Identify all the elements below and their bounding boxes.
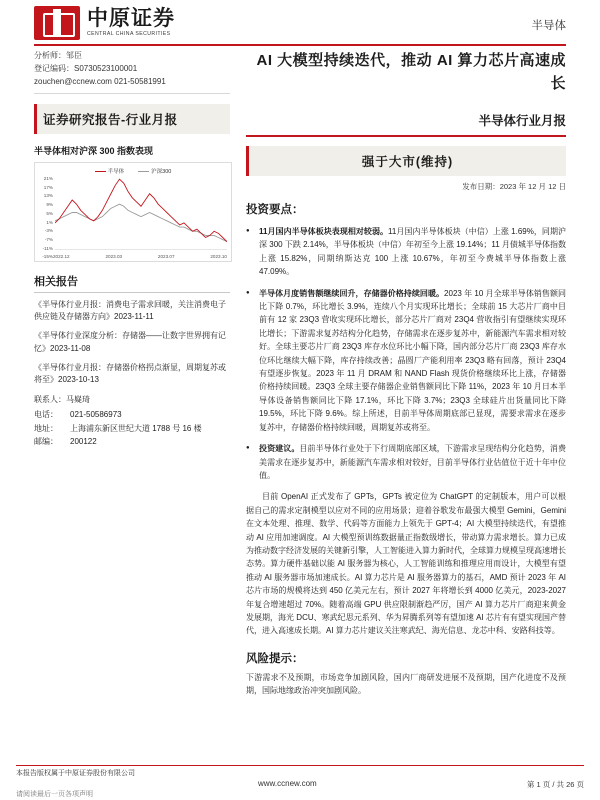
analyst-cert: 登记编码：S0730523100001 <box>34 64 138 73</box>
report-type-band <box>34 104 230 134</box>
bullet-text: 11月国内半导体板块（中信）上涨 1.69%，同期沪深 300 下跌 2.14%，半导体板块（中信）年初至今上涨 19.14%；11 月债城半导体指数上涨 15.82%，同期纳斯达克 100 上涨 10.67%，年初至今费城半导体指数上涨 47.09%。 <box>259 227 566 277</box>
analyst-name: 分析师：邹臣 <box>34 51 82 60</box>
logo-text <box>87 8 175 38</box>
right-column <box>246 49 566 698</box>
analyst-meta <box>34 49 230 94</box>
investment-points-title: 投资要点： <box>246 204 304 216</box>
related-reports-title: 相关报告 <box>34 273 230 293</box>
legend-item-csi300: 沪深300 <box>138 167 171 175</box>
contact-phone-row <box>34 408 230 422</box>
chart-svg <box>55 175 227 250</box>
list-item[interactable]: 《半导体行业月报：存储器价格拐点渐显，周期复苏或将至》2023-10-13 <box>34 362 226 385</box>
company-logo <box>34 6 175 40</box>
sector-tag: 半导体 <box>531 20 566 32</box>
contact-phone-label: 电话： <box>34 410 58 420</box>
rating-badge <box>246 146 566 176</box>
body-paragraph: 目前 OpenAI 正式发布了 GPTs，GPTs 被定位为 ChatGPT 的定制版本，用户可以根据自己的需求定制模型以应对不同的应用场景；迎着谷歌发布最强大模型 Gemini，Gemini 在文本处理、推理、数学、代码等方面能力上领先于 GPT-4；AI 大模型持续迭代，有望推动 AI 应用加速调度。AI 大模型预训练数据量正指数级增长，带动算力需求增长。算力已成为推动数字经济发展的关键新引擎，人工智能进入算力新时代，全球算力规模呈现高速增长态势。算力硬件基础以能 AI 服务器为核心，人工智能训练和推理应用而设计，大模型有望推动 AI 服务器市场加速成长。AI 算力芯片是 AI 服务器算力的基石，AMD 预计 2023 年 AI 芯片市场的规模将达到 450 亿美元左右，预计 2027 年将增长到 4000 亿美元，2023-2027 年复合增速超过 70%。随着高端 GPU 供应限制渐趋严厉，国产 AI 算力芯片厂商迎来黄金发展期，海光 DCU、寒武纪思元系列、华为昇腾系列等有望加速 AI 芯片有有望实现国产替代，进入高速成长期。AI 算力芯片建议关注寒武纪、海光信息、龙芯中科、安路科技等。 <box>246 492 566 636</box>
chart-title: 半导体相对沪深 300 指数表现 <box>34 146 154 156</box>
contact-zip-value: 200122 <box>70 437 97 447</box>
bullet-lead: 11月国内半导体板块表现相对较弱。 <box>259 227 389 236</box>
contact-zip-label: 邮编： <box>34 437 58 447</box>
bullet-text: 目前半导体行业处于下行周期底部区域，下游需求呈现结构分化趋势，消费美需求在逐步复苏中，新能源汽车需求相对较好，目前半导体行业估值位于近十年中位值。 <box>259 444 566 480</box>
contact-person: 联系人：马嶷琦 <box>34 395 90 405</box>
list-item <box>246 287 566 434</box>
contact-address-value: 上海浦东新区世纪大道 1788 号 16 楼 <box>70 423 202 433</box>
header-divider <box>34 44 566 46</box>
logo-mark-icon <box>34 6 80 40</box>
chart-plot-area <box>55 175 227 250</box>
contact-phone-value: 021-50586973 <box>70 410 122 420</box>
chart-x-axis: 2022.12 2023.03 2023.07 2023.10 <box>53 254 227 259</box>
bullet-lead: 半导体月度销售额继续回升，存储器价格持续回暖。 <box>259 288 445 298</box>
contact-block <box>34 394 230 449</box>
footer-page-number: 第 1 页 / 共 26 页 <box>526 780 584 789</box>
risk-title: 风险提示： <box>246 652 304 665</box>
contact-address-label: 地址： <box>34 423 58 433</box>
contact-zip-row <box>34 435 230 449</box>
footer-website[interactable]: www.ccnew.com <box>258 779 317 788</box>
related-reports-list <box>34 299 230 386</box>
list-item <box>246 442 566 482</box>
logo-name-cn: 中原证券 <box>87 7 175 30</box>
masthead <box>0 0 600 46</box>
risk-body: 下游需求不及预期，市场竞争加剧风险，国内厂商研发进展不及预期，国产化进度不及预期，国际地缘政治冲突加剧风险。 <box>246 672 566 696</box>
footer-disclaimer: 本报告版权属于中原证券股份有限公司 <box>16 770 135 777</box>
chart-y-axis: 21% 17% 13% 9% 5% 1% -3% -7% -11% -15% <box>42 176 53 260</box>
status-badge: 强于大市(维持) <box>361 155 454 169</box>
list-item <box>246 225 566 279</box>
list-item[interactable]: 《半导体行业深度分析：存储器——让数字世界拥有记忆》2023-11-08 <box>34 331 226 353</box>
footer-note: 请阅读最后一页各项声明 <box>16 791 93 798</box>
report-type-label: 证券研究报告-行业月报 <box>43 113 178 127</box>
logo-name-en: CENTRAL CHINA SECURITIES <box>87 31 171 37</box>
analyst-contact: zouchen@ccnew.com 021-50581991 <box>34 77 166 86</box>
performance-chart <box>34 162 232 262</box>
chart-legend <box>35 167 231 175</box>
bullet-text: 2023 年 10 月全球半导体销售额同比下降 0.7%，环比增长 3.9%，连续八个月实现环比增长；全球前 15 大芯片厂商中目前有 12 家 23Q3 营收实现环比增长，部分芯片厂商对 23Q4 营收指引有望继续实现环比增长；下游需求复苏结构分化趋势，存储需求在逐步复苏中，新能源汽车需求相对较好。全球主要芯片厂商 23Q3 库存水位环比小幅下降，国内部分芯片厂商 23Q3 库存水位环比继续大幅下降，库存持续改善；晶圆厂产能利用率 23Q3 略有回落，预计 23Q4 有望逐步恢复。2023 年 11 月 DRAM 和 NAND Flash 现货价格继续环比上涨，存储器价格持续回暖。23Q3 全球主要存储器企业销售额同比下降 11%，2023 年 10 月日本半导体设备销售额同比下降 17.1%，环比下降 3.7%；23Q3 全球硅片出货量同比下降 19.5%，环比下降 9.6%。综上所述，目前半导体周期底部已显现，需要求需求在逐步复苏中，存储器价格持续回暖，周期复苏或将至。 <box>259 288 566 432</box>
page-title: AI 大模型持续迭代，推动 AI 算力芯片高速成长 <box>256 52 566 92</box>
bullet-lead: 投资建议。 <box>259 444 300 454</box>
left-column <box>34 49 230 449</box>
footer-divider <box>16 765 584 766</box>
publish-date: 发布日期：2023 年 12 月 12 日 <box>462 182 566 191</box>
report-subtitle: 半导体行业月报 <box>246 111 566 137</box>
contact-address-row <box>34 422 230 436</box>
legend-item-semiconductor: 半导体 <box>95 167 125 175</box>
list-item[interactable]: 《半导体行业月报：消费电子需求回暖，关注消费电子供应链及存储器方向》2023-11-11 <box>34 300 226 322</box>
